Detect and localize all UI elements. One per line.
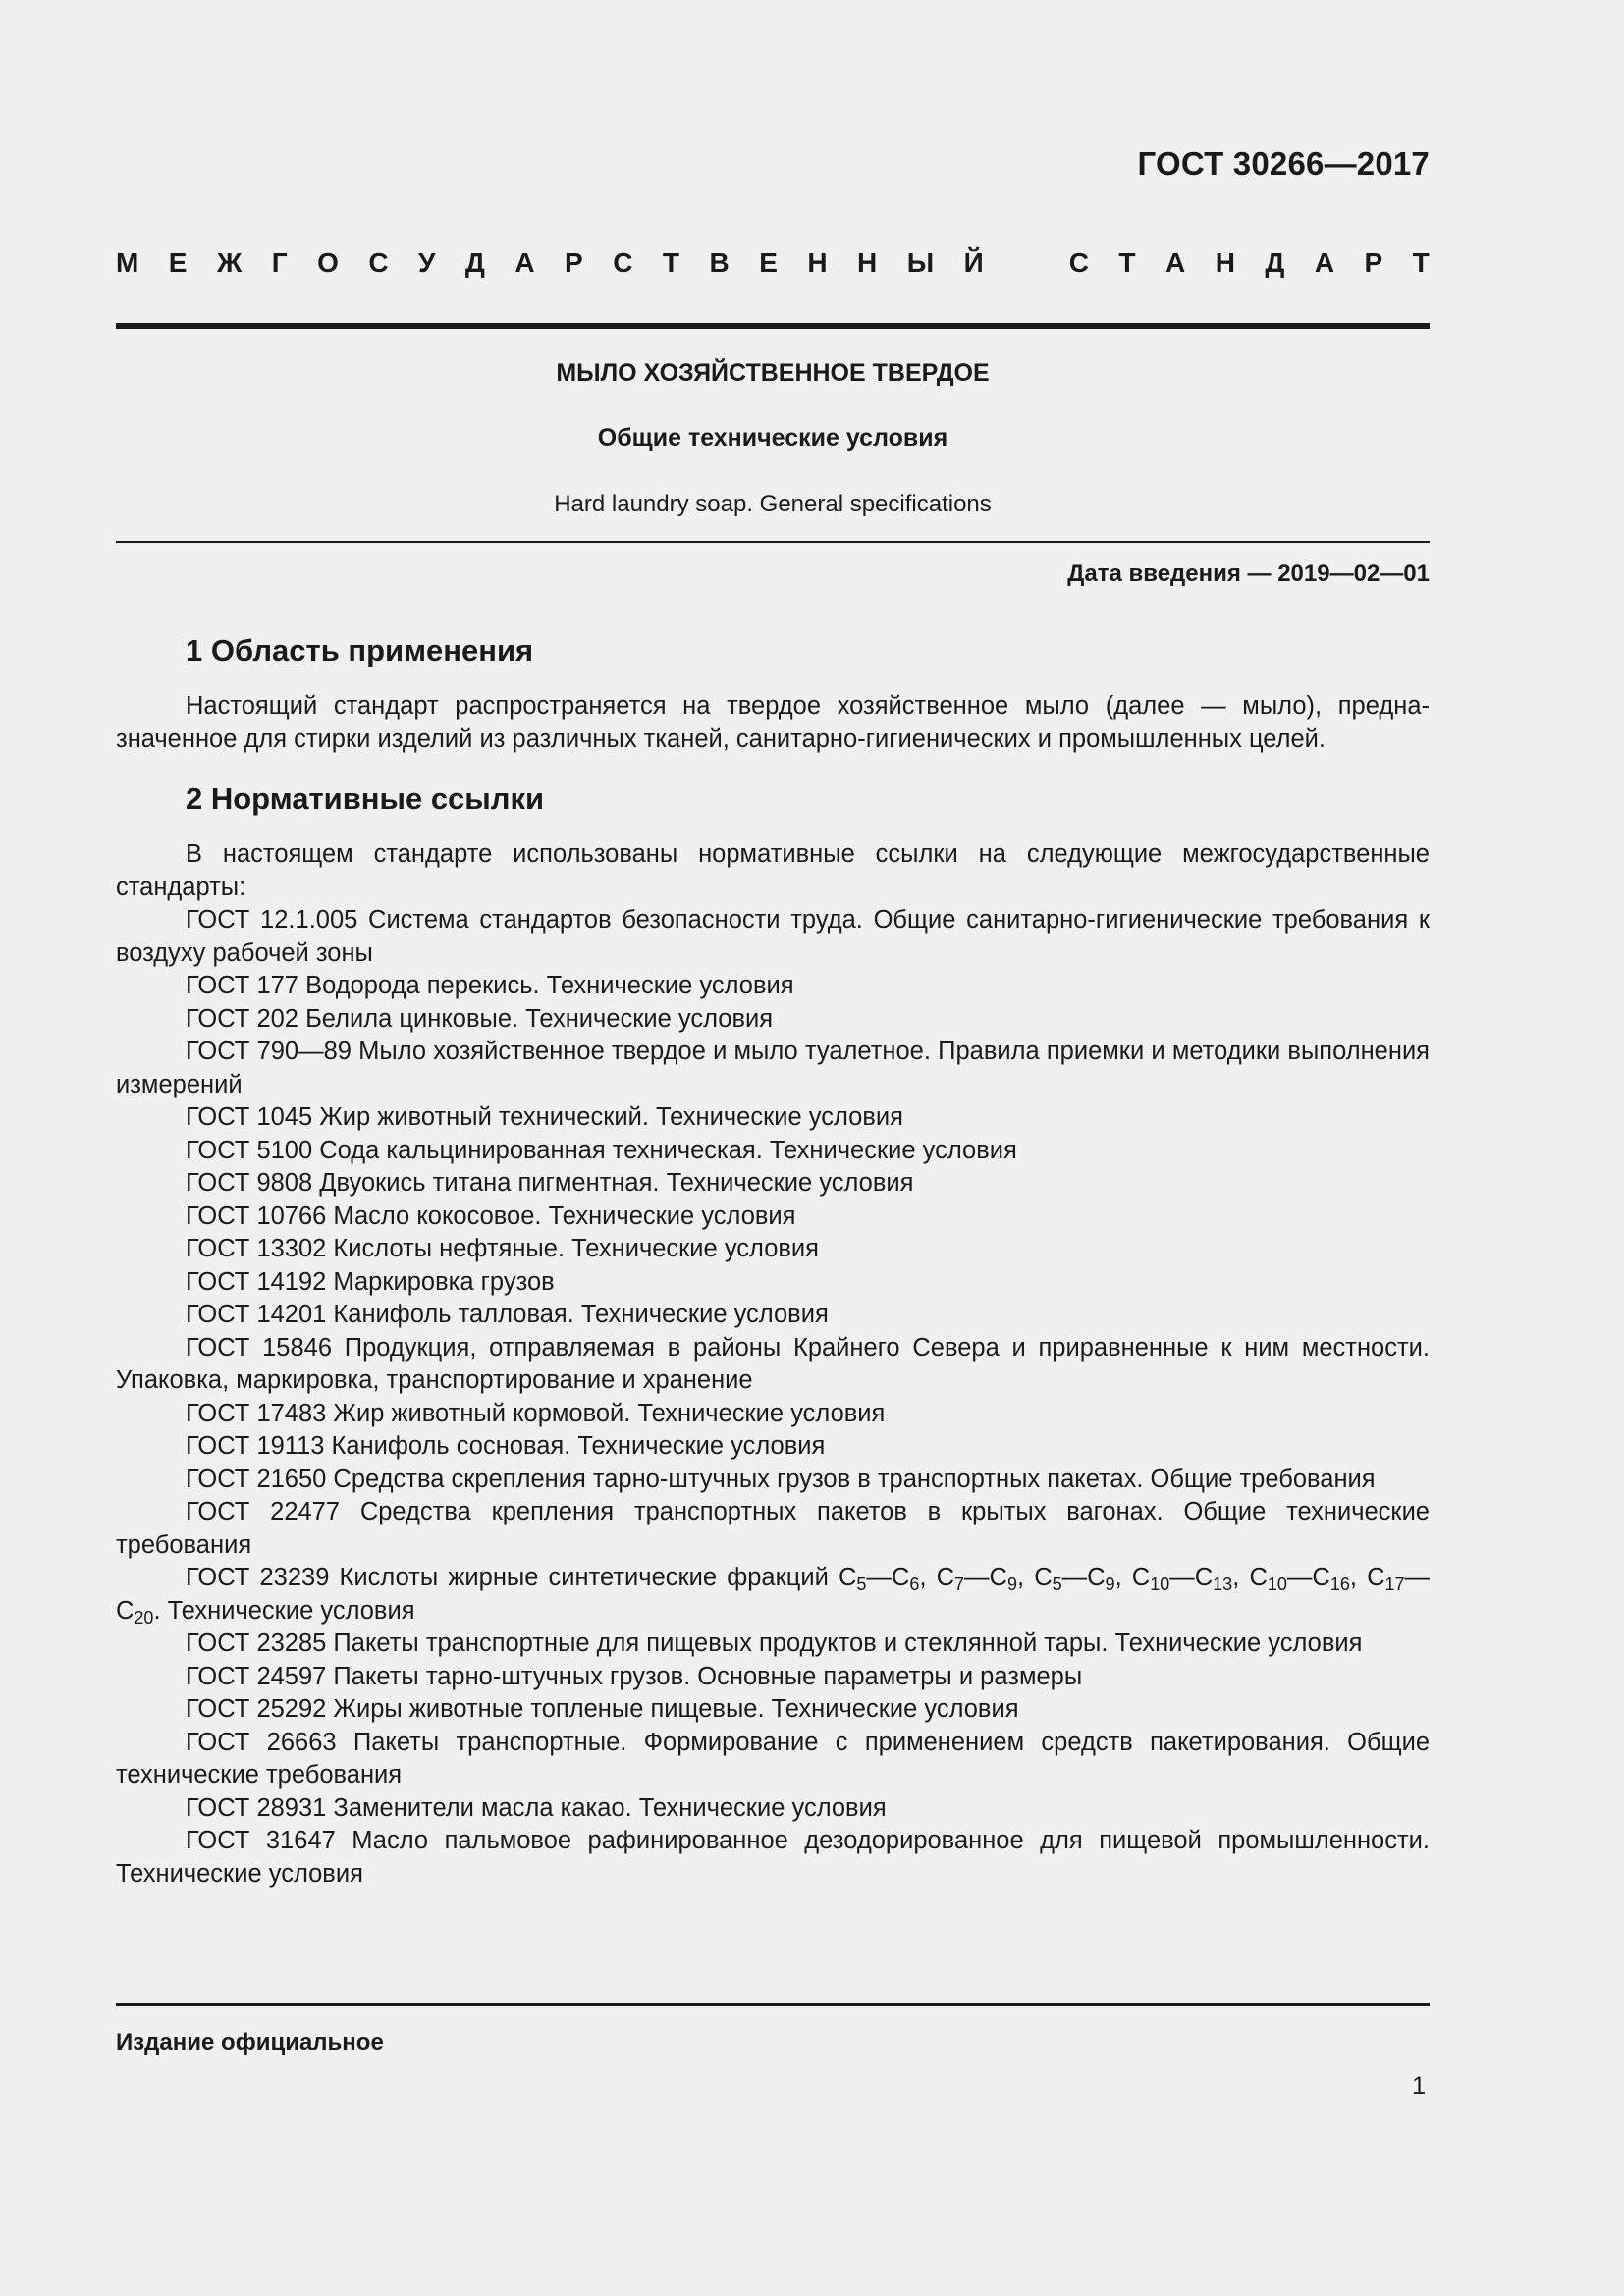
banner-letter: С (613, 247, 633, 278)
document-body (116, 631, 1430, 1891)
banner-letter: Т (1412, 247, 1430, 278)
reference-item: ГОСТ 25292 Жиры животные топленые пищевые. Технические условия (186, 1695, 1019, 1723)
banner-letter: У (418, 247, 436, 278)
reference-item: ГОСТ 5100 Сода кальцинированная техническая. Технические условия (186, 1136, 1017, 1164)
reference-item: ГОСТ 23239 Кислоты жирные синтетические фракций $C_5—C_6$, $C_7—C_9$, $C_5—C_9$, $C_{10}—C_{13}$, $C_{10}—C_{16}$, $C_{17}—C_{20}$. Технические условия (116, 1564, 1431, 1628)
footer-rule (116, 2003, 1430, 2006)
banner-letter: В (709, 247, 730, 278)
document-title: МЫЛО ХОЗЯЙСТВЕННОЕ ТВЕРДОЕ (556, 359, 990, 387)
reference-item: ГОСТ 19113 Канифоль сосновая. Технические условия (186, 1432, 826, 1460)
subscript: 17 (1384, 1575, 1405, 1594)
section-2-intro: В настоящем стандарте использованы нормативные ссылки на следующие межгосударственные стандарты: (116, 840, 1430, 901)
banner-letter: С (1068, 247, 1089, 278)
references-list-continued (116, 1628, 1430, 1891)
banner-letter: А (514, 247, 535, 278)
reference-item: ГОСТ 12.1.005 Система стандартов безопасности труда. Общие санитарно-гигиенические требования к воздуху рабочей зоны (116, 906, 1430, 967)
reference-item: ГОСТ 15846 Продукция, отправляемая в районы Крайнего Севера и приравненные к ним местности. Упаковка, маркировка, транспортирование и хранение (116, 1333, 1430, 1394)
carbon-fraction: $C_5—C_9$ (1034, 1564, 1115, 1594)
section-2-heading: 2 Нормативные ссылки (186, 781, 545, 816)
subscript: 7 (954, 1575, 965, 1594)
reference-item: ГОСТ 17483 Жир животный кормовой. Технические условия (186, 1399, 886, 1427)
banner-letter: Е (759, 247, 778, 278)
banner-letter: Д (464, 247, 485, 278)
official-edition-label: Издание официальное (116, 2029, 384, 2056)
banner-letter: А (1314, 247, 1335, 278)
reference-item: ГОСТ 26663 Пакеты транспортные. Формирование с применением средств пакетирования. Общие технические требования (116, 1728, 1430, 1789)
reference-item: ГОСТ 14192 Маркировка грузов (186, 1267, 555, 1296)
subscript: 16 (1329, 1575, 1350, 1594)
reference-item: ГОСТ 1045 Жир животный технический. Технические условия (186, 1103, 903, 1131)
reference-item: ГОСТ 10766 Масло кокосовое. Технические условия (186, 1201, 796, 1230)
banner-letter: Ы (906, 247, 935, 278)
subscript: 5 (856, 1575, 867, 1594)
reference-item: ГОСТ 22477 Средства крепления транспортных пакетов в крытых вагонах. Общие технические требования (116, 1498, 1430, 1559)
reference-item: ГОСТ 24597 Пакеты тарно-штучных грузов. Основные параметры и размеры (186, 1662, 1083, 1690)
reference-item: ГОСТ 28931 Заменители масла какао. Технические условия (186, 1793, 887, 1822)
banner-letter: Д (1265, 247, 1285, 278)
banner-word-gap (1013, 247, 1039, 279)
carbon-fraction: $C_5—C_6$ (838, 1564, 920, 1594)
subscript: 5 (1052, 1575, 1062, 1594)
document-subtitle: Общие технические условия (597, 424, 948, 452)
document-code: ГОСТ 30266—2017 (1137, 145, 1430, 182)
reference-item: ГОСТ 13302 Кислоты нефтяные. Технические условия (186, 1235, 819, 1262)
banner-letter: А (1164, 247, 1186, 278)
subscript: 10 (1267, 1575, 1287, 1594)
reference-item: ГОСТ 31647 Масло пальмовое рафинированное дезодорированное для пищевой промышленности. Технические условия (116, 1827, 1430, 1888)
carbon-fraction: $C_{10}—C_{16}$ (1249, 1564, 1350, 1594)
banner-letter: Р (1364, 247, 1383, 278)
reference-item: ГОСТ 23285 Пакеты транспортные для пищевых продуктов и стеклянной тары. Технические условия (186, 1629, 1363, 1657)
section-1-text: Настоящий стандарт распространяется на твердое хозяйственное мыло (далее — мыло), предназначенное для стирки изделий из различных тканей, санитарно-гигиенических и промышленных целей. (116, 692, 1430, 753)
subscript: 13 (1213, 1575, 1233, 1594)
subscript: 6 (909, 1575, 920, 1594)
carbon-fraction: $C_{10}—C_{13}$ (1131, 1564, 1233, 1594)
subscript: 9 (1006, 1575, 1017, 1594)
section-1-heading: 1 Область применения (186, 633, 534, 667)
subscript: 9 (1105, 1575, 1115, 1594)
banner-letter: Г (271, 247, 288, 278)
banner-letter: Р (565, 247, 583, 278)
banner-letter: Т (1118, 247, 1136, 278)
title-rule (116, 541, 1430, 543)
reference-item: ГОСТ 202 Белила цинковые. Технические условия (186, 1004, 774, 1033)
carbon-fraction: $C_{17}—C_{20}$ (116, 1564, 1431, 1628)
subscript: 10 (1150, 1575, 1170, 1594)
carbon-fraction: $C_7—C_9$ (936, 1564, 1017, 1594)
reference-text: . Технические условия (153, 1596, 415, 1625)
reference-item: ГОСТ 9808 Двуокись титана пигментная. Технические условия (186, 1169, 914, 1197)
banner-letter: С (368, 247, 389, 278)
banner-letter: Н (857, 247, 878, 278)
reference-item: ГОСТ 21650 Средства скрепления тарно-штучных грузов в транспортных пакетах. Общие требования (186, 1465, 1376, 1493)
banner-letter: М (116, 247, 139, 278)
references-list (116, 904, 1430, 1562)
reference-text: ГОСТ 23239 Кислоты жирные синтетические фракций (186, 1564, 839, 1591)
english-title: Hard laundry soap. General specifications (554, 491, 992, 517)
banner-letter: Т (662, 247, 680, 278)
reference-item: ГОСТ 14201 Канифоль талловая. Технические условия (186, 1301, 829, 1328)
interstate-standard-banner (116, 247, 1430, 279)
document-page (116, 0, 1430, 2296)
banner-letter: Е (168, 247, 188, 278)
reference-item: ГОСТ 177 Водорода перекись. Технические условия (186, 972, 794, 999)
subscript: 20 (134, 1607, 154, 1628)
reference-item: ГОСТ 790—89 Мыло хозяйственное твердое и мыло туалетное. Правила приемки и методики выполнения измерений (116, 1038, 1430, 1098)
banner-letter: Ж (216, 247, 243, 278)
banner-letter: О (317, 247, 339, 278)
banner-letter: Й (963, 247, 984, 278)
header-rule (116, 323, 1430, 329)
page-number: 1 (1412, 2072, 1426, 2100)
banner-letter: Н (807, 247, 828, 278)
introduction-date: Дата введения — 2019—02—01 (1067, 561, 1430, 587)
banner-letter: Н (1215, 247, 1235, 278)
